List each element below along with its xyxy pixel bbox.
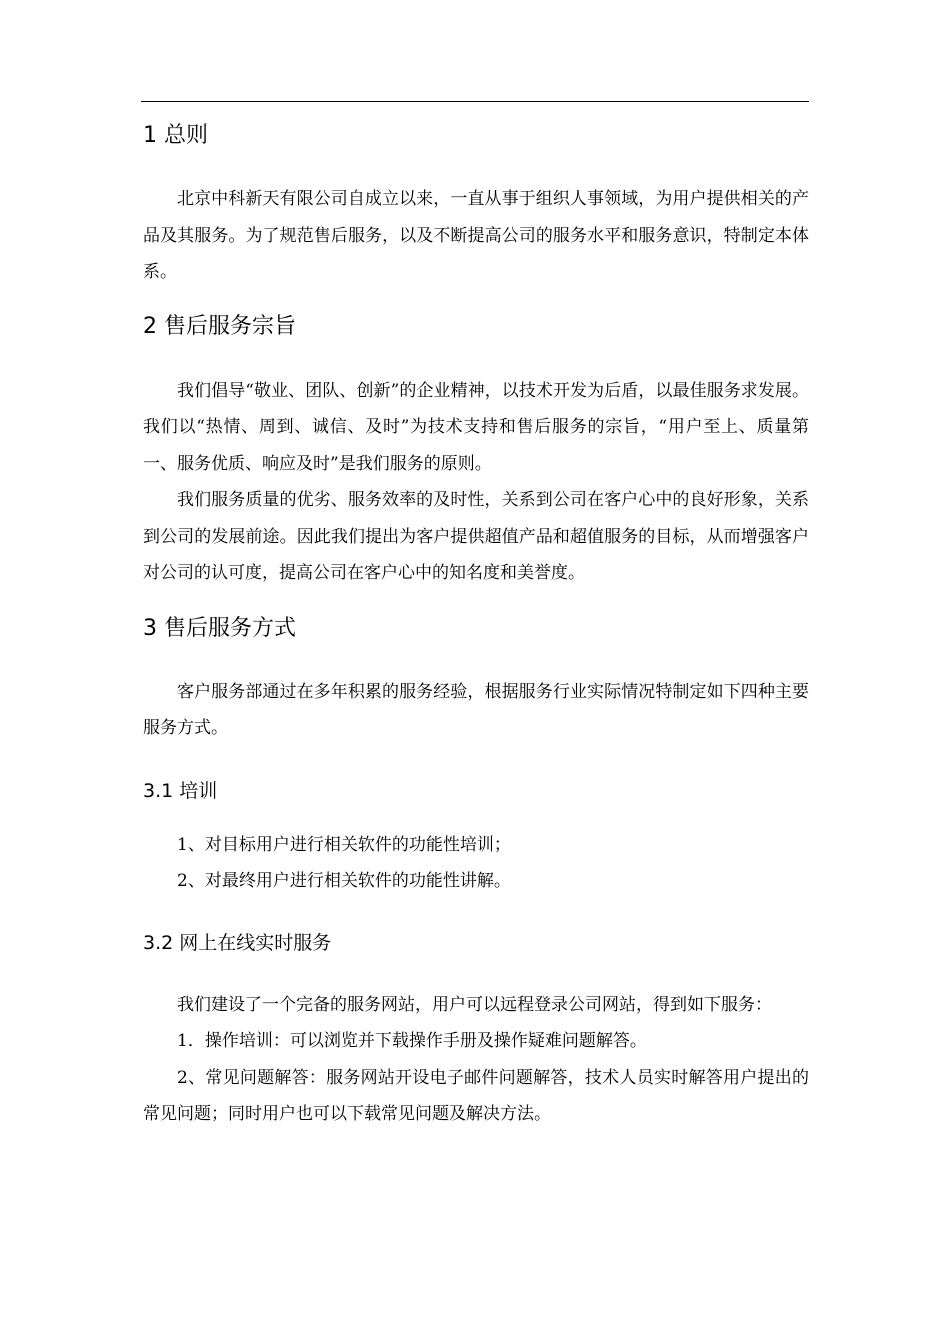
section-3-heading: 3 售后服务方式 xyxy=(143,615,296,641)
section-3-2-paragraph: 1．操作培训：可以浏览并下载操作手册及操作疑难问题解答。 xyxy=(177,1031,647,1051)
section-2-paragraph: 我们倡导“敬业、团队、创新”的企业精神，以技术开发为后盾，以最佳服务求发展。我们以“热情、周到、诚信、及时”为技术支持和售后服务的宗旨，“用户至上、质量第一、服务优质、响应及时”是我们服务的原则。 xyxy=(143,380,809,474)
section-3-paragraph: 客户服务部通过在多年积累的服务经验，根据服务行业实际情况特制定如下四种主要服务方式。 xyxy=(143,681,809,738)
section-3-2-paragraph: 2、常见问题解答：服务网站开设电子邮件问题解答，技术人员实时解答用户提出的常见问题；同时用户也可以下载常见问题及解决方法。 xyxy=(143,1067,809,1124)
section-2-heading: 2 售后服务宗旨 xyxy=(143,313,296,339)
section-3-2-paragraph: 我们建设了一个完备的服务网站，用户可以远程登录公司网站，得到如下服务： xyxy=(177,994,772,1015)
section-3-1-heading: 3.1 培训 xyxy=(143,779,218,802)
header-rule xyxy=(141,101,809,102)
list-item: 2、对最终用户进行相关软件的功能性讲解。 xyxy=(177,871,511,891)
section-2-paragraph: 我们服务质量的优劣、服务效率的及时性，关系到公司在客户心中的良好形象，关系到公司的发展前途。因此我们提出为客户提供超值产品和超值服务的目标，从而增强客户对公司的认可度，提高公司在客户心中的知名度和美誉度。 xyxy=(143,490,809,583)
list-item: 1、对目标用户进行相关软件的功能性培训； xyxy=(177,834,511,855)
section-1-heading: 1 总则 xyxy=(143,123,208,148)
document-body xyxy=(143,116,809,1133)
section-3-2-heading: 3.2 网上在线实时服务 xyxy=(143,931,332,954)
section-1-paragraph: 北京中科新天有限公司自成立以来，一直从事于组织人事领域，为用户提供相关的产品及其服务。为了规范售后服务，以及不断提高公司的服务水平和服务意识，特制定本体系。 xyxy=(143,189,809,282)
